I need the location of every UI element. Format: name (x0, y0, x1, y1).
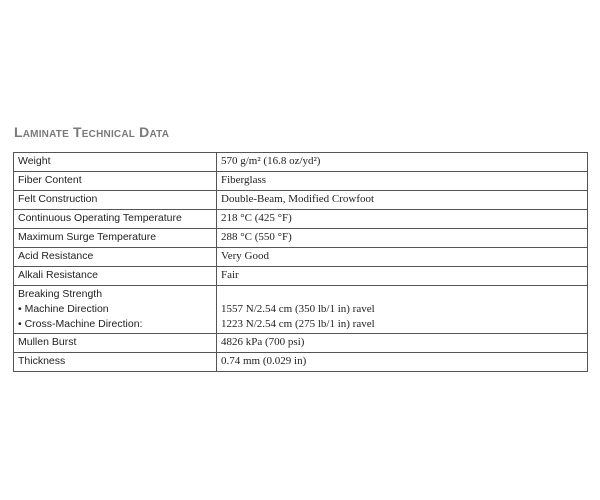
row-value: Very Good (217, 248, 588, 267)
table-row (14, 191, 588, 210)
table-row (14, 172, 588, 191)
machine-direction-value: 1557 N/2.54 cm (350 lb/1 in) ravel (221, 303, 375, 315)
row-value: 218 °C (425 °F) (217, 210, 588, 229)
section-heading: Laminate Technical Data (14, 124, 170, 140)
table-row (14, 267, 588, 286)
row-value: Fiberglass (217, 172, 588, 191)
row-value: 0.74 mm (0.029 in) (217, 353, 588, 372)
row-label: Maximum Surge Temperature (14, 229, 217, 248)
row-label: Alkali Resistance (14, 267, 217, 286)
table-row (14, 210, 588, 229)
cross-machine-direction-value: 1223 N/2.54 cm (275 lb/1 in) ravel (221, 318, 375, 330)
breaking-strength-label: Breaking Strength (18, 288, 103, 300)
table-row (14, 334, 588, 353)
row-value-breaking-strength (217, 286, 588, 334)
row-label-breaking-strength (14, 286, 217, 334)
row-label: Thickness (14, 353, 217, 372)
row-label: Mullen Burst (14, 334, 217, 353)
row-value: 288 °C (550 °F) (217, 229, 588, 248)
row-value: 4826 kPa (700 psi) (217, 334, 588, 353)
row-label: Felt Construction (14, 191, 217, 210)
row-value: 570 g/m² (16.8 oz/yd²) (217, 153, 588, 172)
table-row (14, 153, 588, 172)
row-value: Fair (217, 267, 588, 286)
row-value: Double-Beam, Modified Crowfoot (217, 191, 588, 210)
table-row (14, 229, 588, 248)
technical-data-table (13, 152, 588, 372)
value-spacer (221, 287, 583, 302)
row-label: Weight (14, 153, 217, 172)
cross-machine-direction-label: • Cross-Machine Direction: (18, 318, 143, 330)
row-label: Acid Resistance (14, 248, 217, 267)
machine-direction-label: • Machine Direction (18, 303, 109, 315)
row-label: Fiber Content (14, 172, 217, 191)
table-row (14, 353, 588, 372)
table-row (14, 248, 588, 267)
table-row-breaking-strength (14, 286, 588, 334)
row-label: Continuous Operating Temperature (14, 210, 217, 229)
